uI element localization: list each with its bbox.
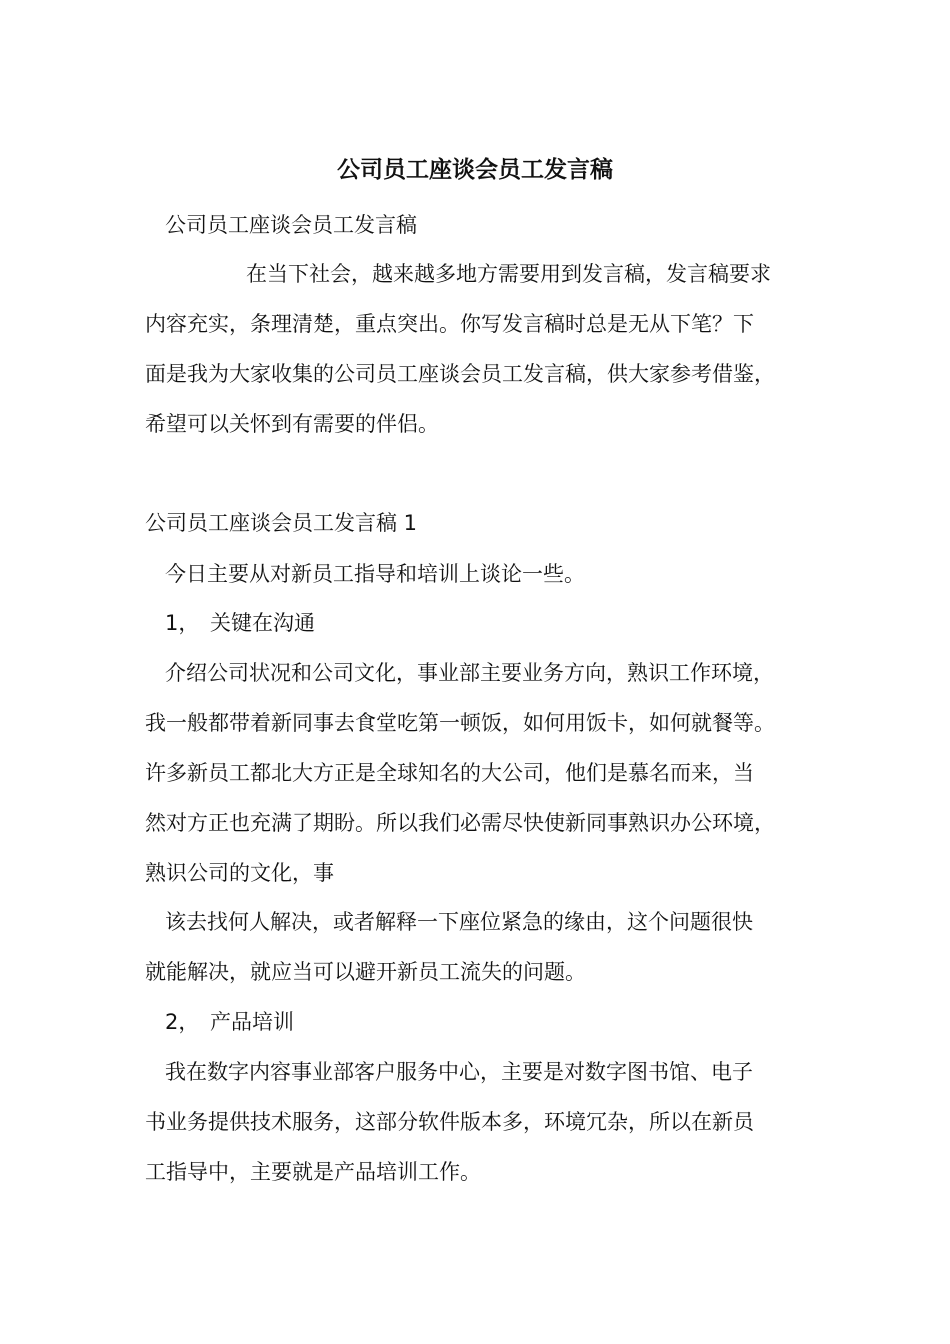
point-2-heading: 产品培训 <box>210 1010 294 1034</box>
document-title: 公司员工座谈会员工发言稿 <box>337 157 613 183</box>
point-1-heading: 关键在沟通 <box>210 611 315 635</box>
document-subtitle: 公司员工座谈会员工发言稿 <box>165 213 417 237</box>
intro-line-4: 希望可以关怀到有需要的伴侣。 <box>145 412 439 436</box>
point-1-para1-line-1: 介绍公司状况和公司文化，事业部主要业务方向，熟识工作环境， <box>165 661 774 685</box>
point-2-number: 2， <box>165 1010 200 1034</box>
intro-line-3: 面是我为大家收集的公司员工座谈会员工发言稿，供大家参考借鉴， <box>145 362 775 386</box>
opening-line: 今日主要从对新员工指导和培训上谈论一些。 <box>165 562 585 586</box>
intro-line-2: 内容充实，条理清楚，重点突出。你写发言稿时总是无从下笔？下 <box>145 312 754 336</box>
section-heading: 公司员工座谈会员工发言稿 1 <box>145 511 418 535</box>
intro-line-1: 在当下社会，越来越多地方需要用到发言稿，发言稿要求 <box>246 262 771 286</box>
point-2-para-line-3: 工指导中，主要就是产品培训工作。 <box>145 1160 481 1184</box>
point-1-para1-line-5: 熟识公司的文化，事 <box>145 861 334 885</box>
point-1-para2-line-2: 就能解决，就应当可以避开新员工流失的问题。 <box>145 960 586 984</box>
point-2-para-line-2: 书业务提供技术服务，这部分软件版本多，环境冗杂，所以在新员 <box>145 1110 754 1134</box>
point-1-para1-line-4: 然对方正也充满了期盼。所以我们必需尽快使新同事熟识办公环境， <box>145 811 775 835</box>
point-1-para1-line-2: 我一般都带着新同事去食堂吃第一顿饭，如何用饭卡，如何就餐等。 <box>145 711 775 735</box>
point-1-para2-line-1: 该去找何人解决，或者解释一下座位紧急的缘由，这个问题很快 <box>165 910 753 934</box>
point-1-number: 1， <box>165 611 200 635</box>
point-1-para1-line-3: 许多新员工都北大方正是全球知名的大公司，他们是慕名而来，当 <box>145 761 754 785</box>
point-2-para-line-1: 我在数字内容事业部客户服务中心，主要是对数字图书馆、电子 <box>165 1060 753 1084</box>
